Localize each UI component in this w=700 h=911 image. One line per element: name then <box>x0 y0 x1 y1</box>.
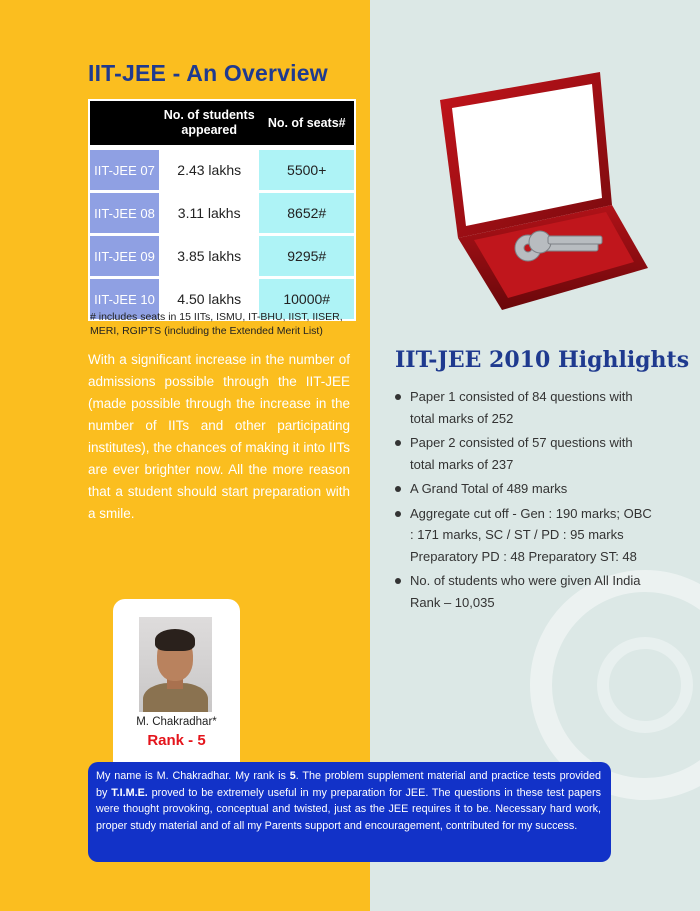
students-cell: 2.43 lakhs <box>159 150 259 190</box>
exam-cell: IIT-JEE 07 <box>90 150 159 190</box>
bullet-icon <box>395 578 401 584</box>
list-item: No. of students who were given All India Rank – 10,035 <box>393 570 653 613</box>
header-blank <box>90 101 159 145</box>
bullet-icon <box>395 486 401 492</box>
seats-cell: 9295# <box>259 236 354 276</box>
list-item: Paper 1 consisted of 84 questions with total marks of 252 <box>393 386 653 429</box>
list-item: Aggregate cut off - Gen : 190 marks; OBC : 171 marks, SC / ST / PD : 95 marks Preparatory PD : 48 Preparatory ST: 48 <box>393 503 653 568</box>
students-cell: 3.85 lakhs <box>159 236 259 276</box>
highlights-title: IIT-JEE 2010 Highlights <box>395 347 690 373</box>
header-students: No. of students appeared <box>163 108 255 137</box>
seats-cell: 5500+ <box>259 150 354 190</box>
exam-cell: IIT-JEE 09 <box>90 236 159 276</box>
testimonial-box: My name is M. Chakradhar. My rank is 5. The problem supplement material and practice tests provided by T.I.M.E. proved to be extremely useful in my preparation for JEE. The questions in these test papers were thought provoking, conceptual and twisted, just as the JEE requires it to be. Necessary hard work, proper study material and of all my Parents support and encouragement, contributed for my success. <box>88 762 611 862</box>
overview-table <box>88 99 356 321</box>
bullet-icon <box>395 394 401 400</box>
header-seats: No. of seats# <box>267 115 346 130</box>
student-name: M. Chakradhar* <box>136 716 217 728</box>
brand-name: T.I.M.E. <box>111 786 148 799</box>
exam-cell: IIT-JEE 08 <box>90 193 159 233</box>
intro-paragraph: With a significant increase in the number of admissions possible through the IIT-JEE (made possible through the increase in the number of IITs and other participating institutes), the chances of making it into IITs are ever brighter now. All the more reason that a student should start preparation with a smile. <box>88 352 350 521</box>
key-box-illustration <box>430 70 655 315</box>
table-row <box>90 150 354 190</box>
bullet-icon <box>395 511 401 517</box>
table-row <box>90 236 354 276</box>
table-row <box>90 193 354 233</box>
student-card <box>113 599 240 779</box>
students-cell: 3.11 lakhs <box>159 193 259 233</box>
table-header <box>90 101 354 145</box>
exam-cell: IIT-JEE 10 <box>90 279 159 319</box>
rank-number: 5 <box>289 770 296 782</box>
bullet-icon <box>395 440 401 446</box>
student-photo <box>139 617 212 712</box>
list-item: A Grand Total of 489 marks <box>393 478 653 500</box>
table-footnote: # includes seats in 15 IITs, ISMU, IT-BHU, IIST, IISER, MERI, RGIPTS (including the Extended Merit List) <box>90 311 343 337</box>
seats-cell: 10000# <box>259 279 354 319</box>
list-item: Paper 2 consisted of 57 questions with total marks of 237 <box>393 432 653 475</box>
page-title: IIT-JEE - An Overview <box>88 60 328 86</box>
highlights-list <box>393 386 653 616</box>
students-cell: 4.50 lakhs <box>159 279 259 319</box>
seats-cell: 8652# <box>259 193 354 233</box>
student-rank: Rank - 5 <box>147 732 206 749</box>
